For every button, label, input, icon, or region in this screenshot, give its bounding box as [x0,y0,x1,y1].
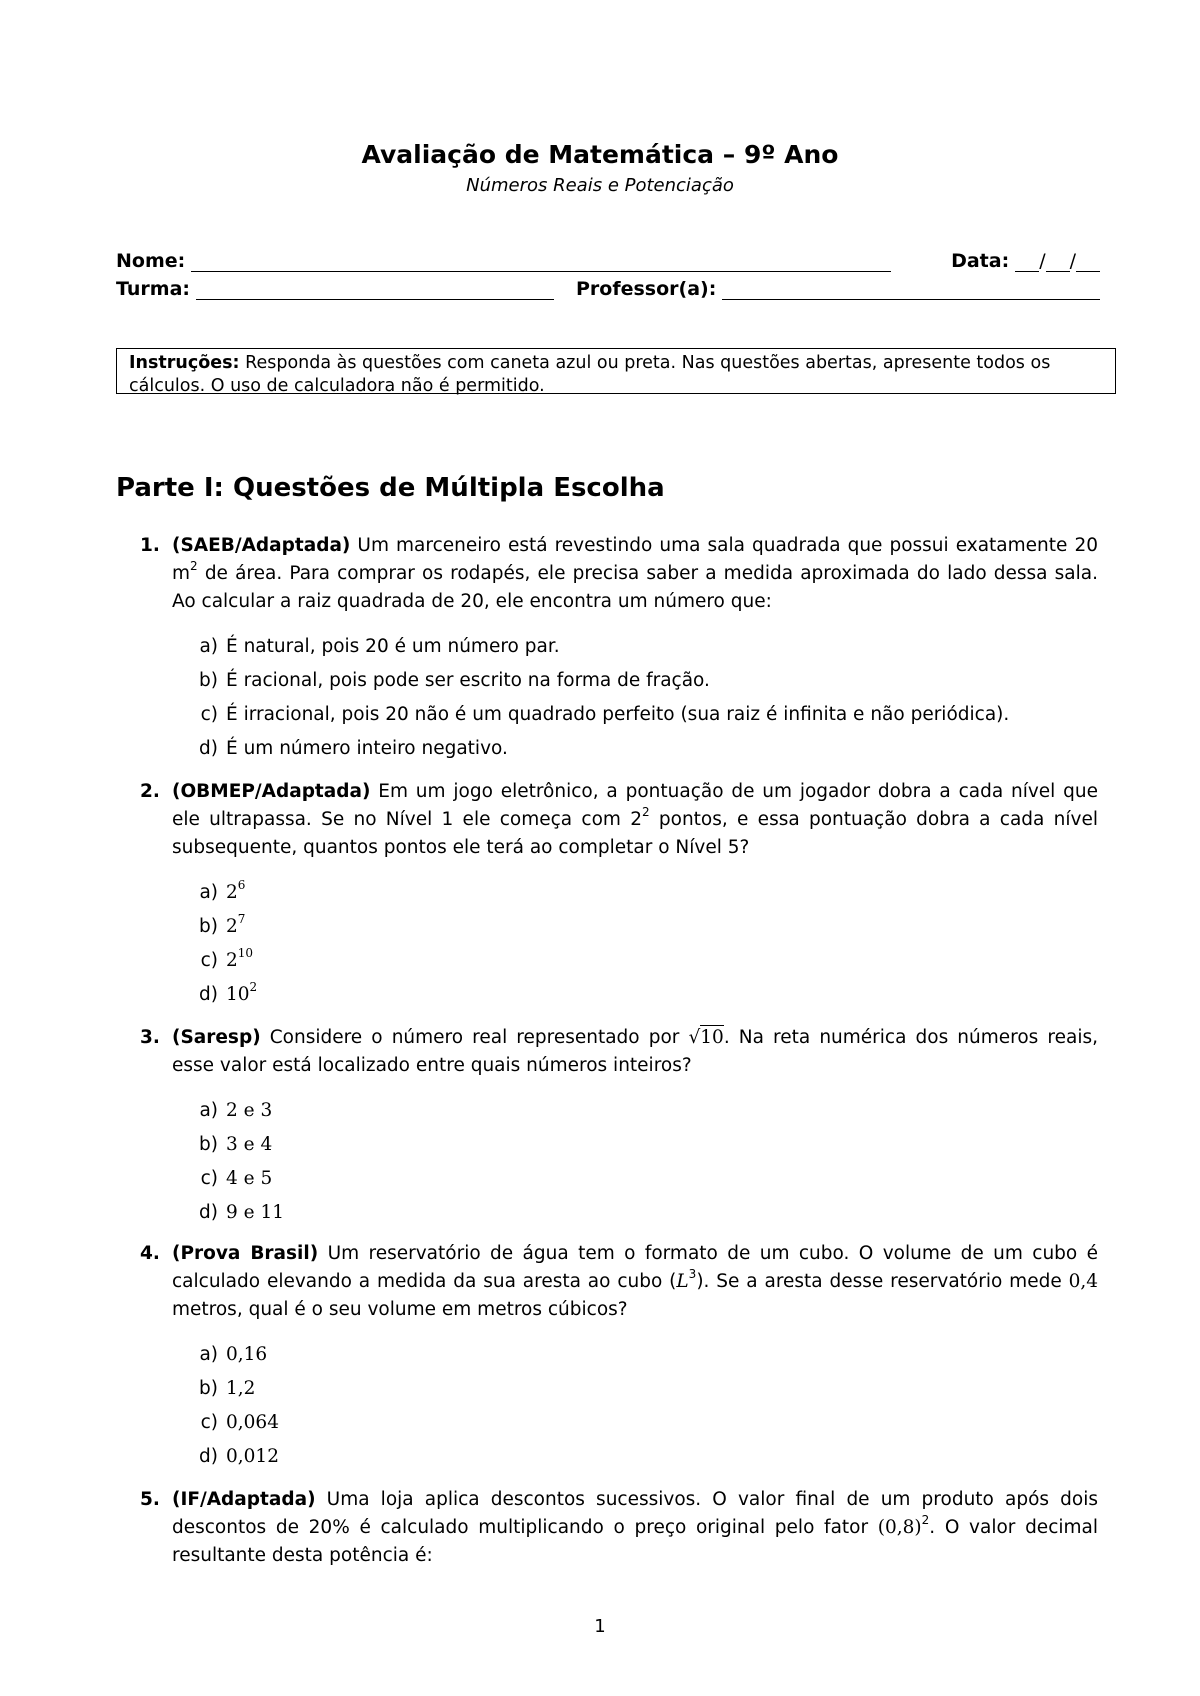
option-b[interactable]: b) É racional, pois pode ser escrito na forma de fração. [199,670,710,691]
instructions-text: Responda às questões com caneta azul ou preta. Nas questões abertas, apresente todos os cálculos. O uso de calculadora não é permitido. [129,353,1051,396]
name-date-row [116,246,1100,272]
question-source: (SAEB/Adaptada) [172,535,351,556]
question-3 [140,1024,1098,1080]
option-c[interactable]: c) 4 e 5 [200,1168,273,1189]
question-1 [140,532,1098,616]
page-subtitle: Números Reais e Potenciação [466,175,734,196]
question-number: 5. [140,1489,160,1510]
question-2-options [186,876,257,1012]
date-field[interactable]: / / [1015,250,1100,272]
class-label: Turma: [116,278,190,300]
page-title: Avaliação de Matemática – 9º Ano [361,140,839,169]
question-4 [140,1240,1098,1324]
question-source: (OBMEP/Adaptada) [172,781,371,802]
question-source: (Prova Brasil) [172,1243,319,1264]
option-c[interactable]: c) É irracional, pois 20 não é um quadrado perfeito (sua raiz é infinita e não periódica). [200,704,1010,725]
name-field[interactable] [191,253,891,272]
question-1-options [186,630,1009,766]
square-root: √10 [688,1027,724,1048]
option-d[interactable]: d) 0,012 [199,1446,279,1467]
date-label: Data: [951,250,1010,272]
question-text: (SAEB/Adaptada) Um marceneiro está revestindo uma sala quadrada que possui exatamente 20 $m^2$ de área. Para comprar os rodapés, ele precisa saber a medida aproximada do lado dessa sala. Ao calcular a raiz quadrada de 20, ele encontra um número que: [172,535,1098,612]
teacher-label: Professor(a): [576,278,717,300]
question-text: (Prova Brasil) Um reservatório de água tem o formato de um cubo. O volume de um cubo é calculado elevando a medida da sua aresta ao cubo $(L^3)$. Se a aresta desse reservatório mede 0,4 metros, qual é o seu volume em metros cúbicos? [172,1243,1098,1320]
option-a[interactable]: a) $2^6$ [199,878,246,903]
option-a[interactable]: a) É natural, pois 20 é um número par. [199,636,560,657]
question-number: 1. [140,535,160,556]
question-text: (OBMEP/Adaptada) Em um jogo eletrônico, a pontuação de um jogador dobra a cada nível que ele ultrapassa. Se no Nível 1 ele começa com $2^2$ pontos, e essa pontuação dobra a cada nível subsequente, quantos pontos ele terá ao completar o Nível 5? [172,781,1098,858]
instructions-label: Instruções: [129,353,240,373]
option-b[interactable]: b) 1,2 [199,1378,256,1399]
page-number: 1 [594,1616,606,1637]
name-label: Nome: [116,250,186,272]
question-number: 3. [140,1027,160,1048]
question-5 [140,1486,1098,1570]
option-a[interactable]: a) 2 e 3 [199,1100,273,1121]
option-a[interactable]: a) 0,16 [199,1344,268,1365]
option-c[interactable]: c) $2^{10}$ [200,946,254,971]
question-source: (IF/Adaptada) [172,1489,316,1510]
question-source: (Saresp) [172,1027,261,1048]
instructions-box [116,348,1116,394]
teacher-field[interactable] [722,281,1100,300]
class-field[interactable] [196,281,554,300]
option-b[interactable]: b) 3 e 4 [199,1134,273,1155]
question-number: 4. [140,1243,160,1264]
question-text: (Saresp) Considere o número real representado por √10. Na reta numérica dos números reais, esse valor está localizado entre quais números inteiros? [172,1027,1098,1076]
section-title: Parte I: Questões de Múltipla Escolha [116,473,665,503]
option-d[interactable]: d) 9 e 11 [199,1202,285,1223]
option-d[interactable]: d) $10^2$ [199,980,258,1005]
option-c[interactable]: c) 0,064 [200,1412,279,1433]
question-4-options [186,1338,279,1474]
option-d[interactable]: d) É um número inteiro negativo. [199,738,508,759]
question-3-options [186,1094,284,1230]
option-b[interactable]: b) $2^7$ [199,912,246,937]
class-teacher-row [116,274,1100,300]
question-text: (IF/Adaptada) Uma loja aplica descontos sucessivos. O valor final de um produto após dois descontos de 20% é calculado multiplicando o preço original pelo fator $(0,8)^2$. O valor decimal resultante desta potência é: [172,1489,1099,1566]
question-2 [140,778,1098,862]
question-number: 2. [140,781,160,802]
